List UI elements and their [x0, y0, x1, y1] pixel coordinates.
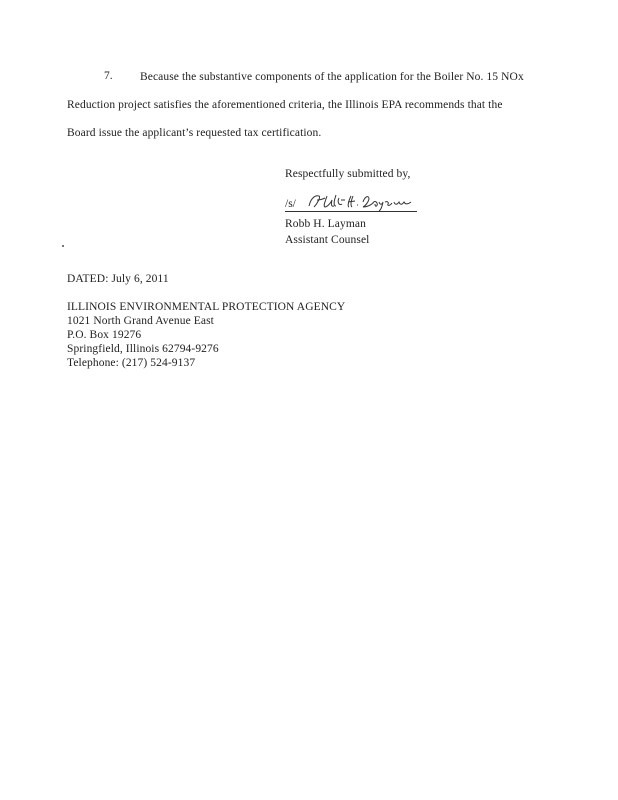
agency-phone: Telephone: (217) 524-9137: [67, 357, 196, 369]
paragraph-line-2: Reduction project satisfies the aforementioned criteria, the Illinois EPA recommends that the: [67, 99, 503, 111]
agency-street: 1021 North Grand Avenue East: [67, 315, 214, 327]
paragraph-number: 7.: [104, 70, 113, 82]
signature-row: [285, 194, 425, 214]
agency-name: ILLINOIS ENVIRONMENTAL PROTECTION AGENCY: [67, 301, 346, 313]
closing-text: Respectfully submitted by,: [285, 168, 411, 180]
signature-line: [285, 211, 417, 212]
paragraph-line-3: Board issue the applicant’s requested tax certification.: [67, 127, 322, 139]
signer-title: Assistant Counsel: [285, 234, 370, 246]
dated-line: DATED: July 6, 2011: [67, 273, 169, 285]
signature-prefix: /s/: [285, 198, 296, 210]
agency-city: Springfield, Illinois 62794-9276: [67, 343, 219, 355]
agency-po-box: P.O. Box 19276: [67, 329, 142, 341]
signer-name: Robb H. Layman: [285, 218, 366, 230]
handwritten-signature: [305, 192, 417, 212]
scan-speck: [62, 245, 64, 247]
paragraph-line-1: Because the substantive components of the application for the Boiler No. 15 NOx: [140, 71, 524, 83]
